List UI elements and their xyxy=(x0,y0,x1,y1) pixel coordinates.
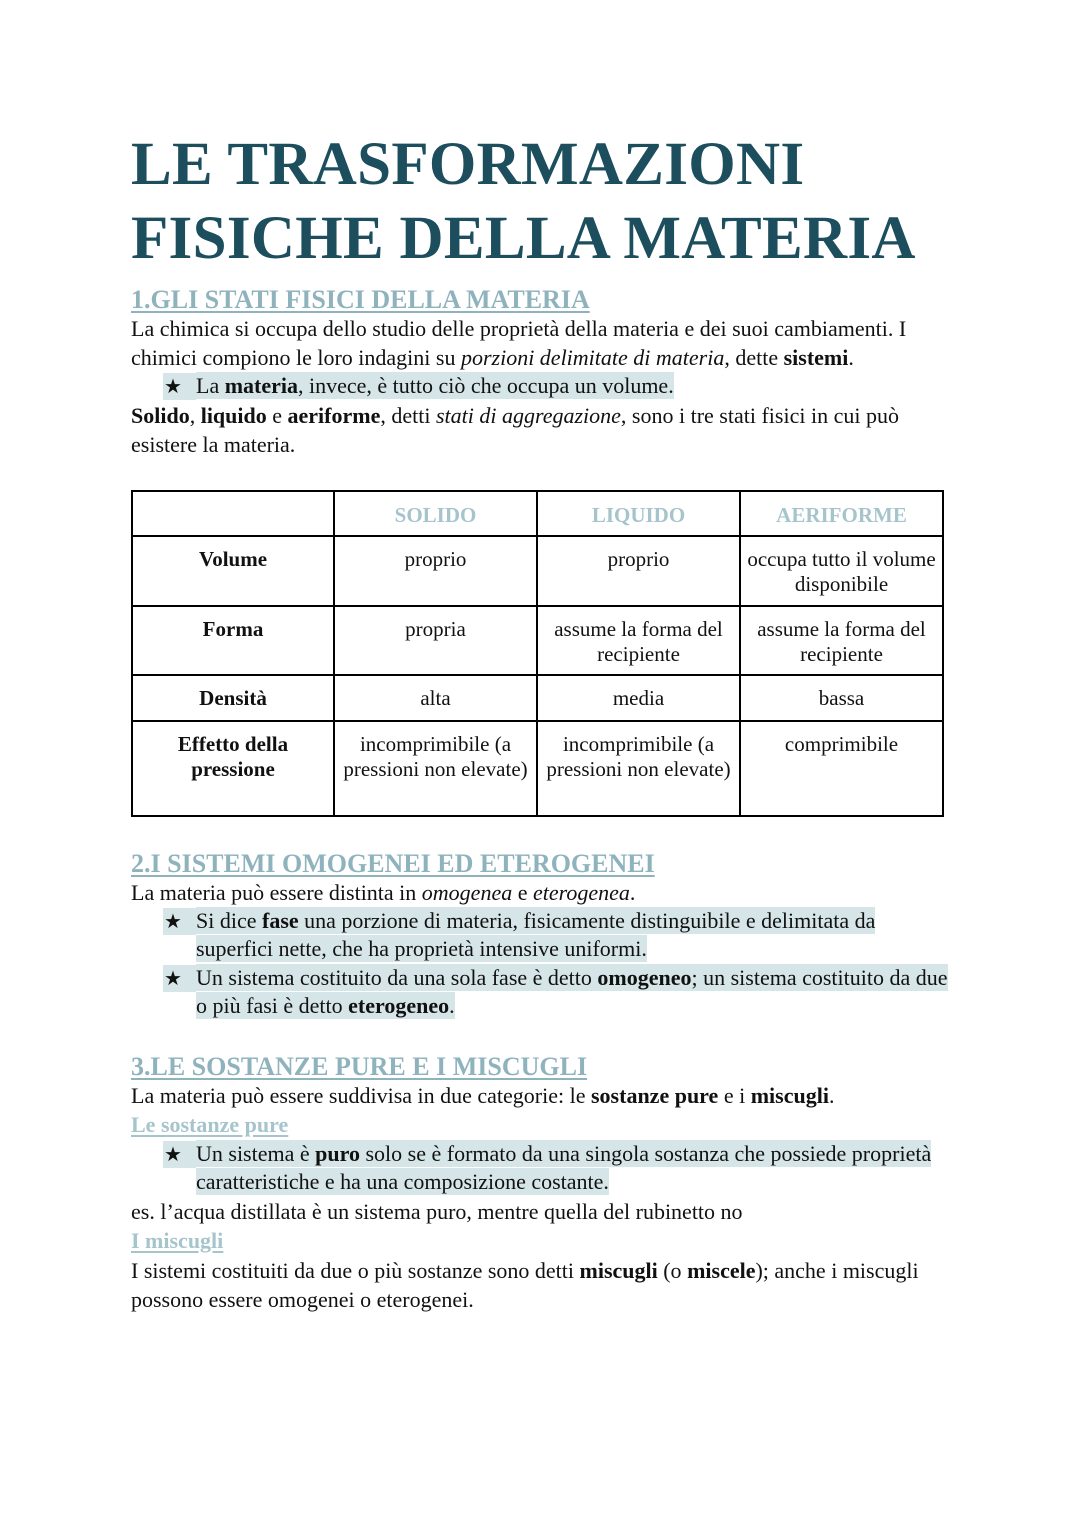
table-row xyxy=(132,721,943,816)
page-title-line-1: LE TRASFORMAZIONI xyxy=(131,131,805,198)
subheading-sostanze-pure: Le sostanze pure xyxy=(131,1111,289,1137)
table-row xyxy=(132,606,943,675)
table-row-label: Volume xyxy=(132,536,334,606)
table-cell: comprimibile xyxy=(740,721,943,816)
table-cell: assume la forma del recipiente xyxy=(740,606,943,675)
table-row-label: Effetto della pressione xyxy=(132,721,334,816)
table-cell: incomprimibile (a pressioni non elevate) xyxy=(334,721,537,816)
table-row xyxy=(132,675,943,721)
section-1-heading: 1.GLI STATI FISICI DELLA MATERIA xyxy=(131,285,590,314)
star-icon: ★ xyxy=(164,965,182,990)
table-row-label: Densità xyxy=(132,675,334,721)
star-icon: ★ xyxy=(164,374,182,398)
section-2-bullet-fase: ★ Si dice fase una porzione di materia, fisicamente distinguibile e delimitata da superfici nette, che ha proprietà intensive uniformi. xyxy=(164,907,876,961)
section-1-bullet: ★ La materia, invece, è tutto ciò che occupa un volume. xyxy=(131,372,956,401)
section-3-miscugli-text: I sistemi costituiti da due o più sostanze sono detti miscugli (o miscele); anche i miscugli possono essere omogenei o eterogenei. xyxy=(131,1257,919,1312)
section-3-example: es. l’acqua distillata è un sistema puro, mentre quella del rubinetto no xyxy=(131,1198,743,1224)
page-title-line-2: FISICHE DELLA MATERIA xyxy=(131,205,916,272)
table-cell: occupa tutto il volume disponibile xyxy=(740,536,943,606)
table-header-empty xyxy=(132,491,334,536)
table-cell: bassa xyxy=(740,675,943,721)
table-header-solido: SOLIDO xyxy=(334,491,537,536)
section-1 xyxy=(131,284,1080,817)
star-icon: ★ xyxy=(164,908,182,933)
section-3 xyxy=(131,1051,1080,1314)
section-2 xyxy=(131,848,1080,1021)
table-cell: incomprimibile (a pressioni non elevate) xyxy=(537,721,740,816)
page-title xyxy=(131,128,1080,276)
table-cell: proprio xyxy=(537,536,740,606)
table-row-label: Forma xyxy=(132,606,334,675)
section-2-heading: 2.I SISTEMI OMOGENEI ED ETEROGENEI xyxy=(131,848,655,878)
table-cell: media xyxy=(537,675,740,721)
section-3-bullet-puro: ★ Un sistema è puro solo se è formato da una singola sostanza che possiede proprietà caratteristiche e ha una composizione costante. xyxy=(164,1140,932,1194)
section-2-bullet-omogeneo: ★ Un sistema costituito da una sola fase è detto omogeneo; un sistema costituito da due o più fasi è detto eterogeneo. xyxy=(164,964,948,1018)
table-cell: assume la forma del recipiente xyxy=(537,606,740,675)
states-table xyxy=(131,490,944,817)
table-header-aeriforme: AERIFORME xyxy=(740,491,943,536)
table-header-row xyxy=(132,491,943,536)
table-cell: propria xyxy=(334,606,537,675)
table-row xyxy=(132,536,943,606)
star-icon: ★ xyxy=(164,1141,182,1166)
section-3-intro: La materia può essere suddivisa in due categorie: le sostanze pure e i miscugli. xyxy=(131,1082,835,1108)
table-header-liquido: LIQUIDO xyxy=(537,491,740,536)
table-cell: alta xyxy=(334,675,537,721)
section-2-intro: La materia può essere distinta in omogenea e eterogenea. xyxy=(131,879,636,905)
section-3-heading: 3.LE SOSTANZE PURE E I MISCUGLI xyxy=(131,1051,588,1081)
table-cell: proprio xyxy=(334,536,537,606)
section-1-states: Solido, liquido e aeriforme, detti stati di aggregazione, sono i tre stati fisici in cui può esistere la materia. xyxy=(131,402,899,457)
subheading-miscugli: I miscugli xyxy=(131,1227,224,1253)
section-1-intro: La chimica si occupa dello studio delle proprietà della materia e dei suoi cambiamenti. I chimici compiono le loro indagini su porzioni delimitate di materia, dette sistemi. xyxy=(131,316,907,370)
